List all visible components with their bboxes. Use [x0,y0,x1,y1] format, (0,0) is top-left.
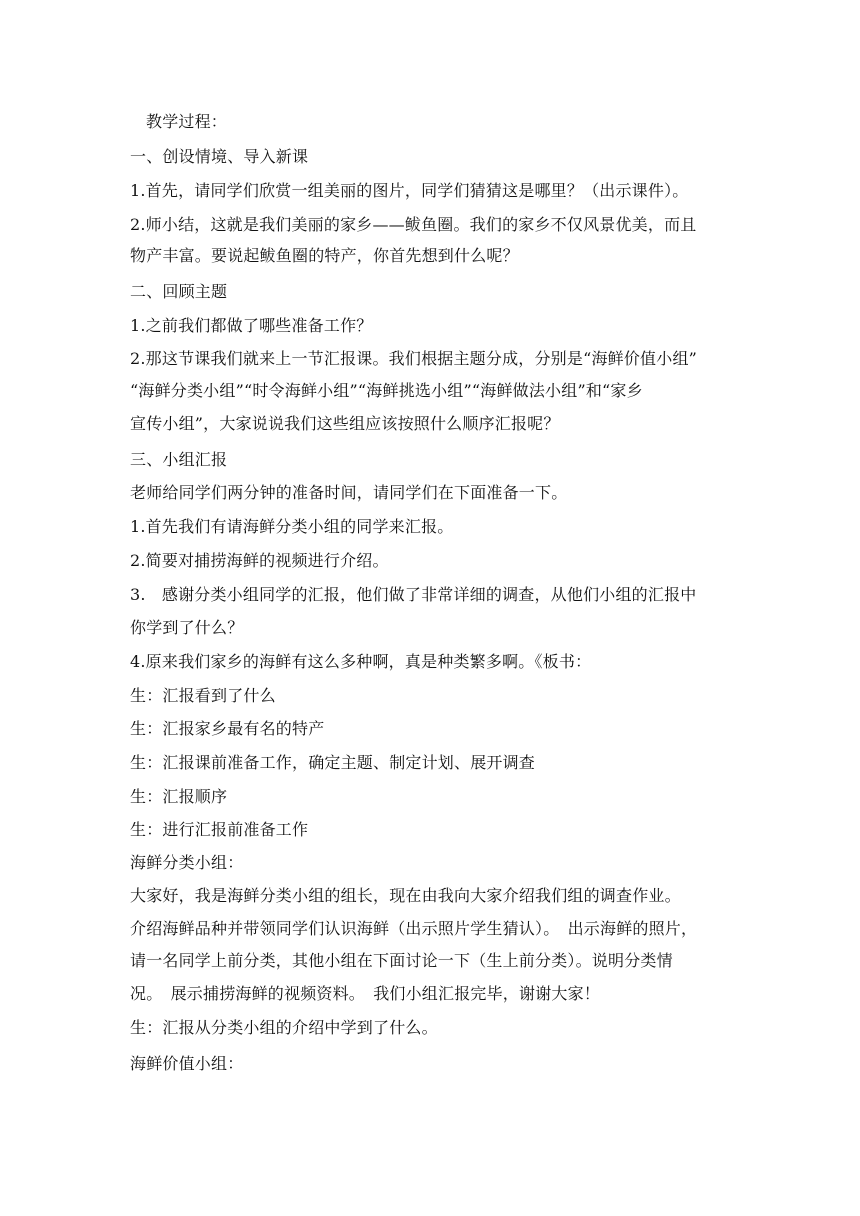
student-response-line: 生：汇报家乡最有名的特产 [130,719,325,738]
section-heading-2: 二、回顾主题 [130,282,228,301]
paragraph-line: 1.之前我们都做了哪些准备工作？ [130,316,373,335]
group-heading-value: 海鲜价值小组： [130,1054,244,1073]
student-response-line: 生：汇报课前准备工作，确定主题、制定计划、展开调查 [130,753,536,772]
paragraph-line: 大家好，我是海鲜分类小组的组长，现在由我向大家介绍我们组的调查作业。 [130,886,681,905]
paragraph-line: 2.简要对捕捞海鲜的视频进行介绍。 [130,551,389,570]
student-response-line: 生：汇报顺序 [130,787,228,806]
group-heading-classification: 海鲜分类小组： [130,853,244,872]
paragraph-line: 况。 展示捕捞海鲜的视频资料。 我们小组汇报完毕，谢谢大家！ [130,984,601,1003]
paragraph-line: 4.原来我们家乡的海鲜有这么多种啊，真是种类繁多啊。《板书： [130,652,592,671]
student-response-line: 生：进行汇报前准备工作 [130,820,309,839]
heading-teaching-process: 教学过程： [146,112,228,131]
section-heading-1: 一、创设情境、导入新课 [130,147,309,166]
paragraph-line: 宣传小组”，大家说说我们这些组应该按照什么顺序汇报呢？ [130,414,560,433]
paragraph-line: 2.那这节课我们就来上一节汇报课。我们根据主题分成，分别是“海鲜价值小组” [130,349,698,368]
section-heading-3: 三、小组汇报 [130,450,228,469]
paragraph-line: 老师给同学们两分钟的准备时间，请同学们在下面准备一下。 [130,483,568,502]
student-response-line: 生：汇报看到了什么 [130,686,276,705]
paragraph-line: “海鲜分类小组”“时令海鲜小组”“海鲜挑选小组”“海鲜做法小组”和“家乡 [130,381,643,400]
paragraph-line: 介绍海鲜品种并带领同学们认识海鲜（出示照片学生猜认）。 出示海鲜的照片， [130,919,698,938]
paragraph-line: 1.首先我们有请海鲜分类小组的同学来汇报。 [130,517,454,536]
paragraph-line: 你学到了什么？ [130,618,244,637]
paragraph-line: 2.师小结，这就是我们美丽的家乡——鲅鱼圈。我们的家乡不仅风景优美，而且 [130,215,697,234]
paragraph-line: 请一名同学上前分类，其他小组在下面讨论一下（生上前分类）。说明分类情 [130,951,673,970]
paragraph-line: 物产丰富。要说起鲅鱼圈的特产，你首先想到什么呢？ [130,246,519,265]
student-response-line: 生：汇报从分类小组的介绍中学到了什么。 [130,1018,438,1037]
paragraph-line: 1.首先，请同学们欣赏一组美丽的图片，同学们猜猜这是哪里？（出示课件）。 [130,181,689,200]
paragraph-line: 3. 感谢分类小组同学的汇报，他们做了非常详细的调查，从他们小组的汇报中 [130,585,697,604]
